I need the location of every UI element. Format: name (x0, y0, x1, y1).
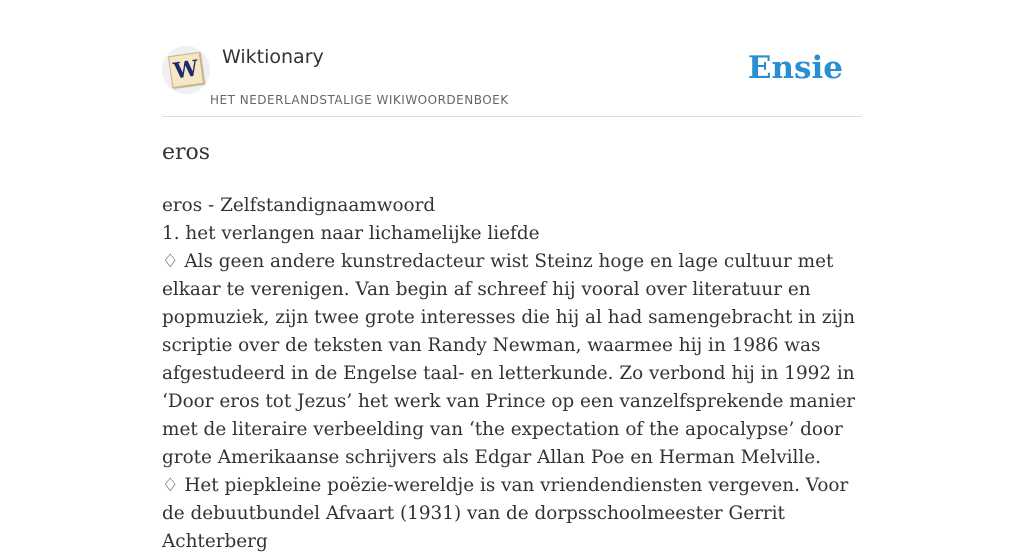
entry-content (162, 192, 862, 556)
wiktionary-logo[interactable] (162, 46, 210, 94)
word-title: eros (162, 140, 211, 165)
brand-logo[interactable]: Ensie (747, 50, 843, 86)
source-subtitle: HET NEDERLANDSTALIGE WIKIWOORDENBOEK (210, 93, 509, 107)
source-title[interactable]: Wiktionary (222, 46, 324, 68)
wiktionary-logo-icon (168, 52, 204, 88)
page (162, 0, 862, 552)
entry-definition: 1. het verlangen naar lichamelijke liefde (162, 223, 540, 244)
entry-heading: eros - Zelfstandignaamwoord (162, 195, 436, 216)
entry-example: ♢ Als geen andere kunstredacteur wist Steinz hoge en lage cultuur met elkaar te verenigen. Van begin af schreef hij vooral over literatuur en popmuziek, zijn twee grote interesses die hij al had samengebracht in zijn scriptie over de teksten van Randy Newman, waarmee hij in 1986 was afgestudeerd in de Engelse taal- en letterkunde. Zo verbond hij in 1992 in ‘Door eros tot Jezus’ het werk van Prince op een vanzelfsprekende manier met de literaire verbeelding van ‘the expectation of the apocalypse’ door grote Amerikaanse schrijvers als Edgar Allan Poe en Herman Melville. (162, 251, 856, 468)
header (162, 0, 862, 117)
entry-example: ♢ Het piepkleine poëzie-wereldje is van vriendendiensten vergeven. Voor de debuutbundel Afvaart (1931) van de dorpsschoolmeester Gerrit Achterberg (162, 475, 849, 552)
logo-letter: W (171, 55, 201, 85)
